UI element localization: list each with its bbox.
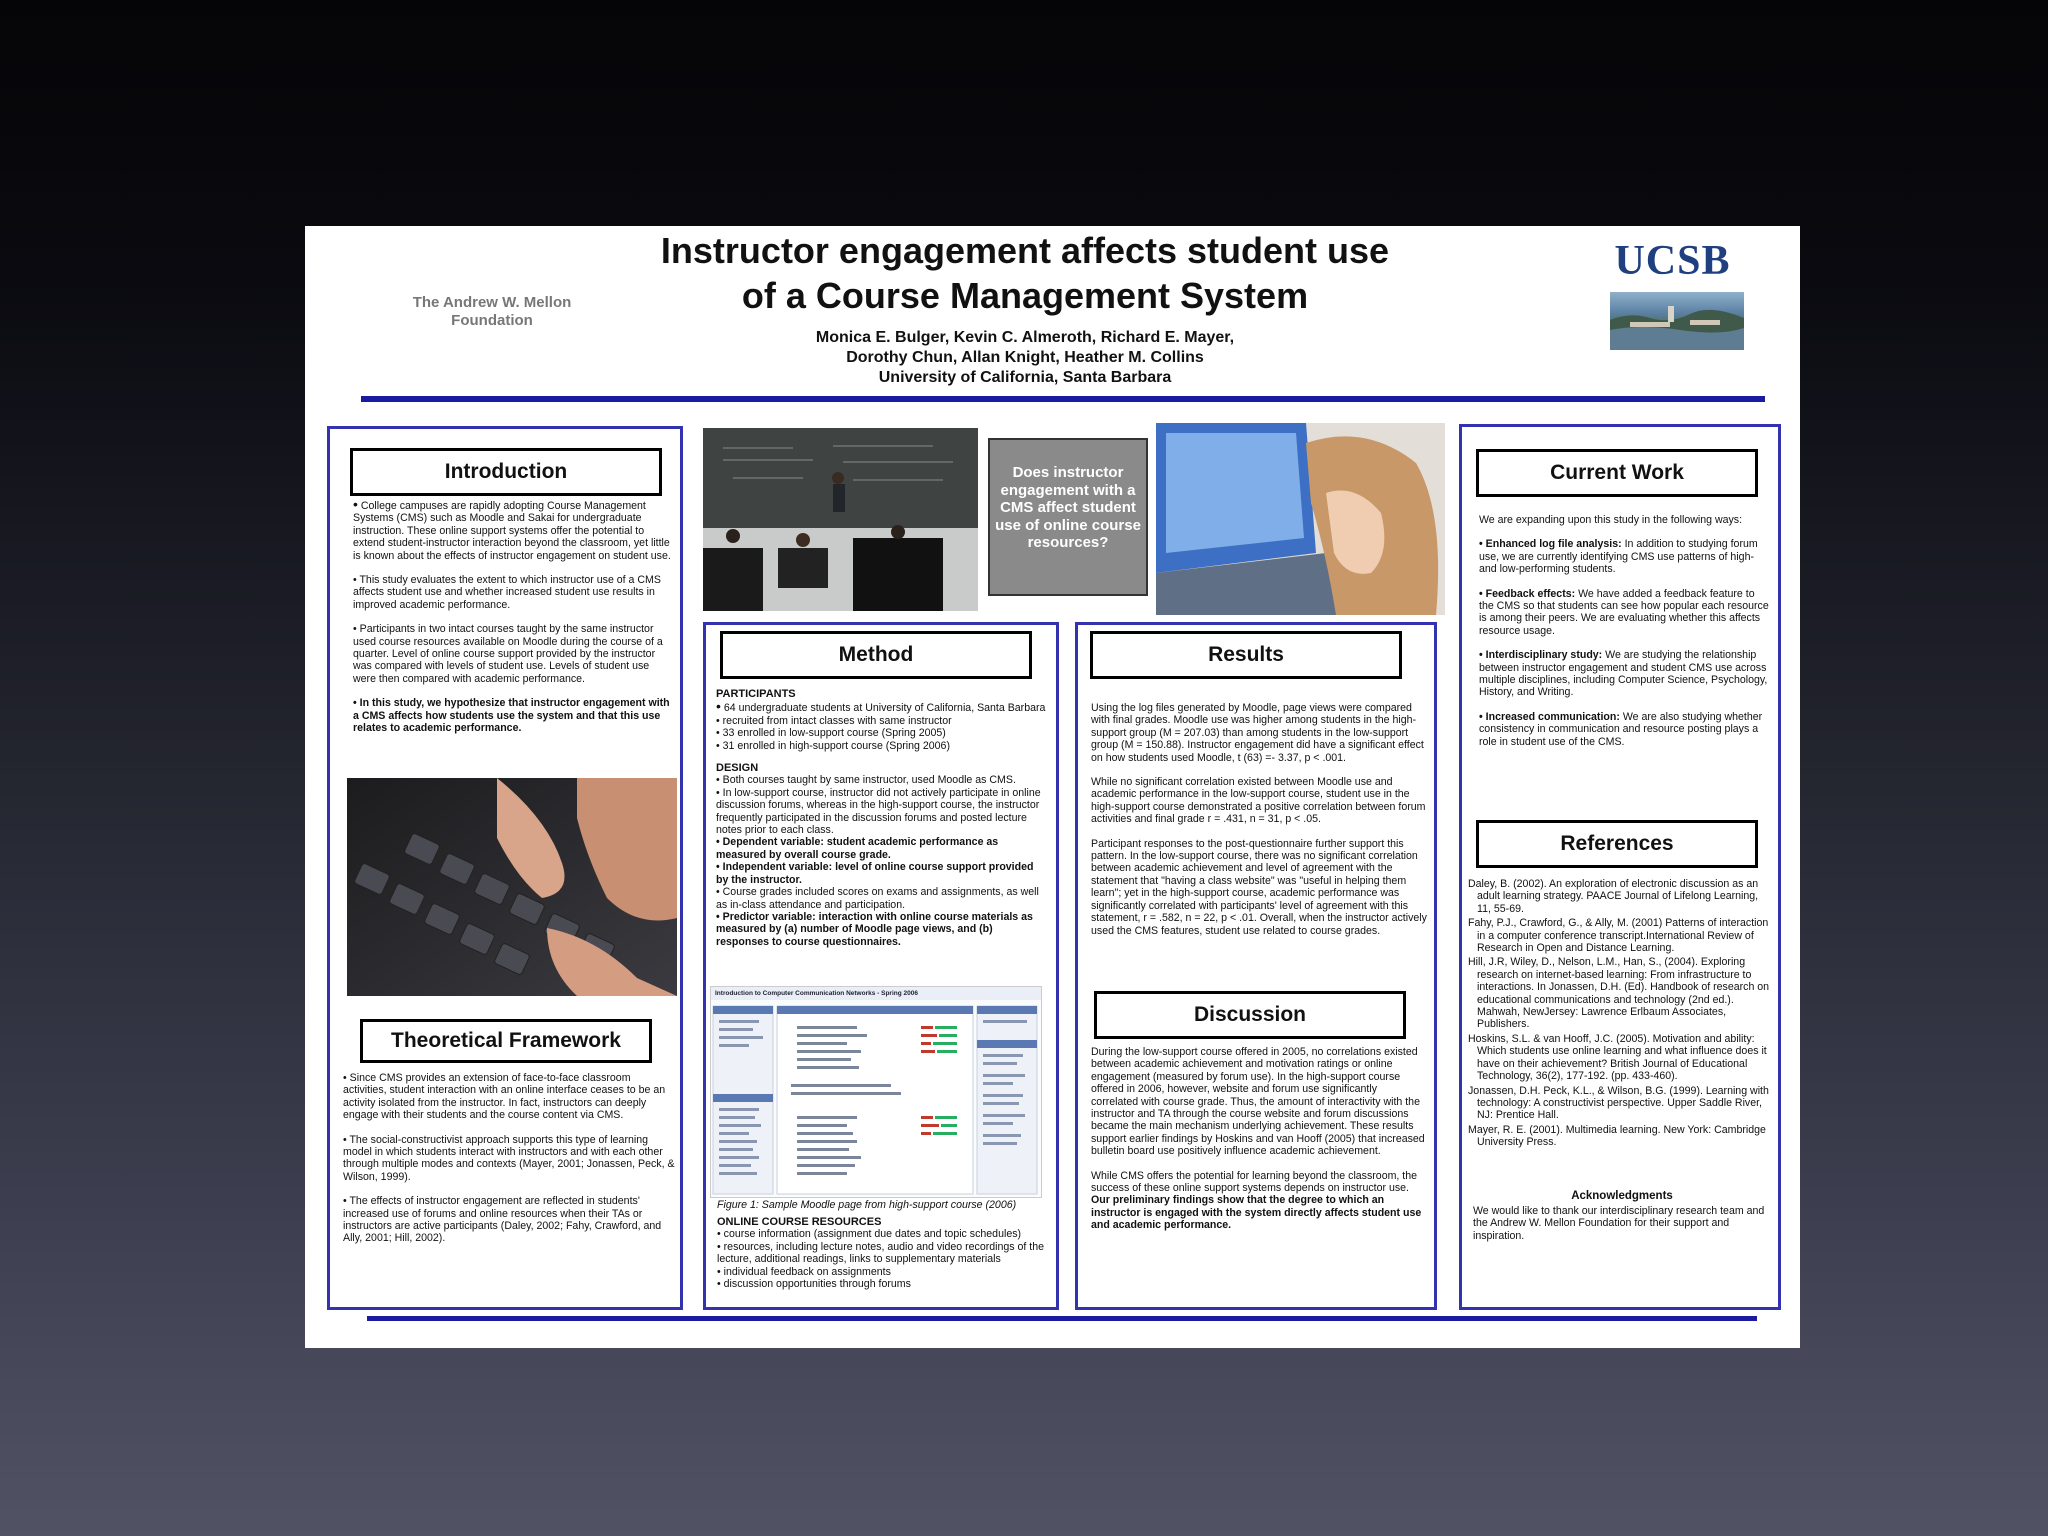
student-laptop-photo: [1156, 423, 1445, 615]
method-heading: Method: [720, 631, 1032, 679]
acknowledgments-heading: Acknowledgments: [1571, 1190, 1673, 1202]
header-rule: [361, 396, 1765, 402]
theoretical-framework-text: • Since CMS provides an extension of face-to-face classroom activities, student interaction with an online interface ceases to be an activity isolated from the instructor. In fact, instructors can deeply engage with their students and the course content via CMS. • The social-constructivist approach supports this type of learning model in which students interact with instructors and with each other through multiple modes and contexts (Mayer, 2001; Jonassen, Peck, & Wilson, 1999). • The effects of instructor engagement are reflected in students' increased use of forums and online resources when their TAs or instructors are active participants (Daley, 2002; Fahy, Crawford, and Ally, 2001; Hill, 2002).: [343, 1072, 675, 1245]
results-text: Using the log files generated by Moodle, page views were compared with final grades. Moodle use was higher among students in the high-support group (M = 207.03) than among students in the low-support group (M = 150.88). Instructor engagement did have a significant effect on how students used Moodle, t (63) =- 3.37, p < .001. While no significant correlation existed between Moodle use and academic performance in the low-support course, student use in the high-support course demonstrated a positive correlation between forum activities and final grade r = .431, n = 31, p < .05. Participant responses to the post-questionnaire further support this pattern. In the low-support course, there was no significant correlation between academic achievement and level of agreement with the statement that "having a class website" was "useful in helping them learn"; yet in the high-support course, academic performance was significantly correlated with participants' level of agreement with this statement, r = .582, n = 22, p < .01. Overall, when the instructor actively used the CMS features, student use related to course grades.: [1091, 702, 1427, 937]
footer-rule: [367, 1316, 1757, 1321]
theoretical-framework-heading: Theoretical Framework: [360, 1019, 652, 1063]
results-heading: Results: [1090, 631, 1402, 679]
method-text: PARTICIPANTS • 64 undergraduate students at University of California, Santa Barbara • recruited from intact classes with same instructor • 33 enrolled in low-support course (Spring 2005) • 31 enrolled in high-support course (Spring 2006) DESIGN • Both courses taught by same instructor, used Moodle as CMS. • In low-support course, instructor did not actively participate in online discussion forums, whereas in the high-support course, the instructor frequently participated in the discussion forums and posted lecture notes prior to each class. • Dependent variable: student academic performance as measured by overall course grade. • Independent variable: level of online course support provided by the instructor. • Course grades included scores on exams and assignments, as well as in-class attendance and participation. • Predictor variable: interaction with online course materials as measured by (a) number of Moodle page views, and (b) responses to course questionnaires.: [716, 688, 1046, 948]
keyboard-photo: [347, 778, 677, 996]
poster: [305, 226, 1800, 1348]
introduction-heading: Introduction: [350, 448, 662, 496]
discussion-heading: Discussion: [1094, 991, 1406, 1039]
current-work-heading: Current Work: [1476, 449, 1758, 497]
references-heading: References: [1476, 820, 1758, 868]
classroom-photo: [703, 428, 978, 611]
poster-authors: Monica E. Bulger, Kevin C. Almeroth, Richard E. Mayer, Dorothy Chun, Allan Knight, Heather M. Collins University of California, Santa Barbara: [635, 328, 1415, 388]
introduction-text: • College campuses are rapidly adopting Course Management Systems (CMS) such as Moodle and Sakai for undergraduate instruction. These online support systems offer the potential to extend student-instructor interaction beyond the classroom, yet little is known about the effects of instructor engagement on student use. • This study evaluates the extent to which instructor use of a CMS affects student use and whether increased student use results in improved academic performance. • Participants in two intact courses taught by the same instructor used course resources available on Moodle during the course of a quarter. Level of online course support provided by the instructor was compared with levels of student use. Levels of student use were then compared with academic performance. • In this study, we hypothesize that instructor engagement with a CMS affects how students use the system and that this use relates to academic performance.: [353, 496, 671, 735]
mellon-foundation-logo: The Andrew W. Mellon Foundation: [412, 294, 572, 329]
research-question-box: Does instructor engagement with a CMS affect student use of online course resources?: [988, 438, 1148, 596]
poster-title: Instructor engagement affects student use of a Course Management System: [660, 230, 1390, 316]
ucsb-logo: UCSB: [1610, 238, 1735, 366]
figure-caption: Figure 1: Sample Moodle page from high-support course (2006): [717, 1199, 1017, 1211]
discussion-text: During the low-support course offered in 2005, no correlations existed between academic achievement and motivation ratings or online engagement (measured by forum use). In the high-support course offered in 2006, however, website and forum use significantly correlated with course grade. Thus, the amount of interactivity with the instructor and TA through the course website and forum discussions became the main mechanism underlying achievement. These results support earlier findings by Hoskins and van Hooff (2005) that increased bulletin board use positively influence academic achievement. While CMS offers the potential for learning beyond the classroom, the success of these online support systems depends on instructor use. Our preliminary findings show that the degree to which an instructor is engaged with the system directly affects student use and academic performance.: [1091, 1046, 1425, 1232]
current-work-text: We are expanding upon this study in the following ways: • Enhanced log file analysis: In addition to studying forum use, we are currently identifying CMS use patterns of high- and low-performing students. • Feedback effects: We have added a feedback feature to the CMS so that students can see how popular each resource is among their peers. We are evaluating whether this affects resource usage. • Interdisciplinary study: We are studying the relationship between instructor engagement and student CMS use across multiple disciplines, including Computer Science, Psychology, History, and Writing. • Increased communication: We are also studying whether consistency in communication and resource posting plays a role in student use of the CMS.: [1479, 514, 1769, 748]
moodle-screenshot: Introduction to Computer Communication Networks - Spring 2006: [710, 986, 1042, 1198]
acknowledgments-text: We would like to thank our interdisciplinary research team and the Andrew W. Mellon Foundation for their support and inspiration.: [1473, 1205, 1765, 1242]
online-resources-text: ONLINE COURSE RESOURCES • course information (assignment due dates and topic schedules) • resources, including lecture notes, audio and video recordings of the lecture, additional readings, links to supplementary materials • individual feedback on assignments • discussion opportunities through forums: [717, 1216, 1045, 1291]
campus-photo: [1610, 292, 1744, 350]
references-list: Daley, B. (2002). An exploration of electronic discussion as an adult learning strategy. PAACE Journal of Lifelong Learning, 11, 55-69. Fahy, P.J., Crawford, G., & Ally, M. (2001) Patterns of interaction in a computer conference transcript.International Review of Research in Open and Distance Learning. Hill, J.R, Wiley, D., Nelson, L.M., Han, S., (2004). Exploring research on internet-based learning: From infrastructure to interactions. In Jonassen, D.H. (Ed). Handbook of research on educational communications and technology (2nd ed.). Mahwah, NewJersey: Lawrence Erlbaum Associates, Publishers. Hoskins, S.L. & van Hooff, J.C. (2005). Motivation and ability: Which students use online learning and what influence does it have on their achievement? British Journal of Educational Technology, 36(2), 177-192. (pp. 433-460). Jonassen, D.H. Peck, K.L., & Wilson, B.G. (1999). Learning with technology: A constructivist perspective. Upper Saddle River, NJ: Prentice Hall. Mayer, R. E. (2001). Multimedia learning. New York: Cambridge University Press.: [1468, 878, 1770, 1149]
affiliation: University of California, Santa Barbara: [878, 369, 1172, 386]
